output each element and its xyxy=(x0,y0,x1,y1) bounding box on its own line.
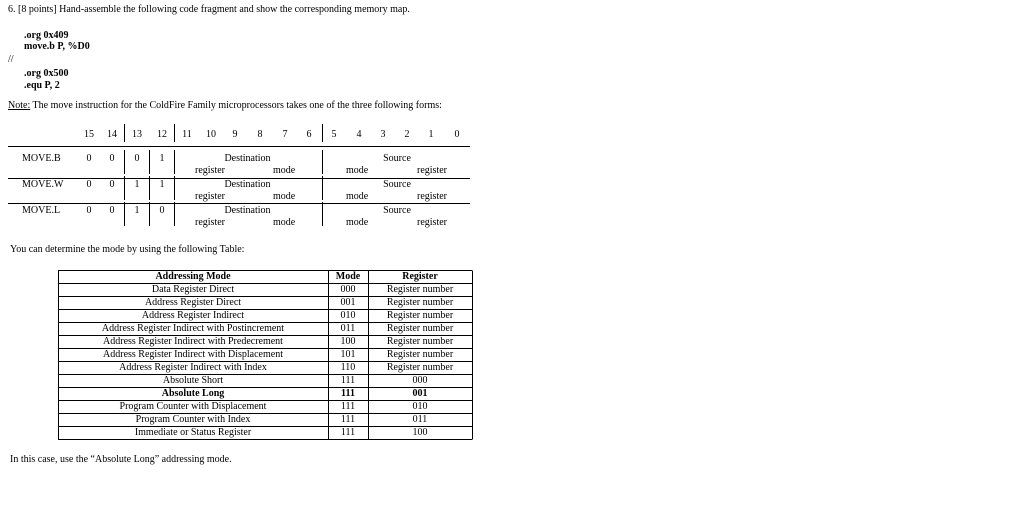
size-bit: 0 xyxy=(109,153,115,164)
bit-label-8: 8 xyxy=(257,129,263,140)
size-bit: 1 xyxy=(159,179,165,190)
header-addressing-mode: Addressing Mode xyxy=(155,271,231,282)
size-bit: 0 xyxy=(86,179,92,190)
bit-label-4: 4 xyxy=(356,129,362,140)
dest-mode-label: mode xyxy=(273,191,296,202)
row-name-move-w: MOVE.W xyxy=(22,179,64,190)
bit-label-5: 5 xyxy=(331,129,337,140)
closing-text: In this case, use the “Absolute Long” addressing mode. xyxy=(10,454,232,465)
source-label: Source xyxy=(383,179,411,190)
size-bit: 0 xyxy=(86,153,92,164)
header-mode: Mode xyxy=(335,271,361,282)
bit-label-10: 10 xyxy=(206,129,216,140)
bit-label-15: 15 xyxy=(84,129,94,140)
register-cell: Register number xyxy=(386,310,454,321)
code-comment: // xyxy=(8,54,14,65)
note-text: The move instruction for the ColdFire Family microprocessors takes one of the three following forms: xyxy=(30,100,442,111)
bit-label-12: 12 xyxy=(157,129,167,140)
mode-bits-cell: 110 xyxy=(340,362,356,373)
header-register: Register xyxy=(402,271,438,282)
register-cell: Register number xyxy=(386,336,454,347)
destination-label: Destination xyxy=(224,153,271,164)
destination-label: Destination xyxy=(224,205,271,216)
mode-name-cell: Absolute Long xyxy=(161,388,225,399)
mode-bits-cell: 011 xyxy=(340,323,356,334)
question-title: 6. [8 points] Hand-assemble the following code fragment and show the corresponding memory map. xyxy=(8,4,410,15)
size-bit: 1 xyxy=(134,179,140,190)
register-cell: 000 xyxy=(412,375,428,386)
code-line-equ: .equ P, 2 xyxy=(24,80,60,91)
mode-name-cell: Program Counter with Displacement xyxy=(119,401,267,412)
mode-bits-cell: 001 xyxy=(340,297,356,308)
bit-label-2: 2 xyxy=(404,129,410,140)
register-cell: Register number xyxy=(386,362,454,373)
size-bit: 0 xyxy=(109,179,115,190)
mode-bits-cell: 111 xyxy=(340,414,356,425)
src-register-label: register xyxy=(417,217,447,228)
size-bit: 0 xyxy=(134,153,140,164)
destination-label: Destination xyxy=(224,179,271,190)
row-name-move-b: MOVE.B xyxy=(22,153,61,164)
mode-bits-cell: 111 xyxy=(340,375,356,386)
bit-label-7: 7 xyxy=(282,129,288,140)
mode-name-cell: Address Register Indirect with Predecrement xyxy=(103,336,283,347)
mode-name-cell: Program Counter with Index xyxy=(135,414,251,425)
mode-name-cell: Address Register Indirect with Displacement xyxy=(103,349,283,360)
dest-mode-label: mode xyxy=(273,217,296,228)
dest-mode-label: mode xyxy=(273,165,296,176)
src-register-label: register xyxy=(417,191,447,202)
register-cell: Register number xyxy=(386,297,454,308)
bit-label-6: 6 xyxy=(306,129,312,140)
code-line-org2: .org 0x500 xyxy=(24,68,69,79)
bit-label-1: 1 xyxy=(428,129,434,140)
mode-bits-cell: 000 xyxy=(340,284,356,295)
src-mode-label: mode xyxy=(346,165,369,176)
bit-label-9: 9 xyxy=(232,129,238,140)
dest-register-label: register xyxy=(195,217,225,228)
dest-register-label: register xyxy=(195,165,225,176)
size-bit: 0 xyxy=(159,205,165,216)
mode-bits-cell: 100 xyxy=(340,336,356,347)
dest-register-label: register xyxy=(195,191,225,202)
source-label: Source xyxy=(383,153,411,164)
mode-name-cell: Data Register Direct xyxy=(151,284,235,295)
mode-intro: You can determine the mode by using the following Table: xyxy=(10,244,245,255)
register-cell: Register number xyxy=(386,349,454,360)
note-label: Note: xyxy=(8,100,31,111)
mode-name-cell: Immediate or Status Register xyxy=(134,427,252,438)
bit-label-14: 14 xyxy=(107,129,117,140)
size-bit: 1 xyxy=(159,153,165,164)
bit-label-3: 3 xyxy=(380,129,386,140)
mode-name-cell: Address Register Indirect with Index xyxy=(119,362,267,373)
mode-bits-cell: 111 xyxy=(341,388,355,399)
code-line-org1: .org 0x409 xyxy=(24,30,69,41)
register-cell: Register number xyxy=(386,284,454,295)
register-cell: 100 xyxy=(412,427,428,438)
mode-name-cell: Absolute Short xyxy=(162,375,224,386)
mode-bits-cell: 111 xyxy=(340,401,356,412)
register-cell: 011 xyxy=(412,414,428,425)
mode-bits-cell: 010 xyxy=(340,310,356,321)
src-register-label: register xyxy=(417,165,447,176)
mode-name-cell: Address Register Direct xyxy=(144,297,242,308)
bit-label-0: 0 xyxy=(454,129,460,140)
code-line-move: move.b P, %D0 xyxy=(24,41,90,52)
bit-label-13: 13 xyxy=(132,129,142,140)
mode-name-cell: Address Register Indirect xyxy=(141,310,245,321)
size-bit: 1 xyxy=(134,205,140,216)
register-cell: Register number xyxy=(386,323,454,334)
mode-name-cell: Address Register Indirect with Postincrement xyxy=(101,323,285,334)
src-mode-label: mode xyxy=(346,217,369,228)
source-label: Source xyxy=(383,205,411,216)
size-bit: 0 xyxy=(86,205,92,216)
row-name-move-l: MOVE.L xyxy=(22,205,61,216)
bit-label-11: 11 xyxy=(182,129,192,140)
register-cell: 001 xyxy=(412,388,428,399)
size-bit: 0 xyxy=(109,205,115,216)
mode-bits-cell: 101 xyxy=(340,349,356,360)
src-mode-label: mode xyxy=(346,191,369,202)
register-cell: 010 xyxy=(412,401,428,412)
mode-bits-cell: 111 xyxy=(340,427,356,438)
